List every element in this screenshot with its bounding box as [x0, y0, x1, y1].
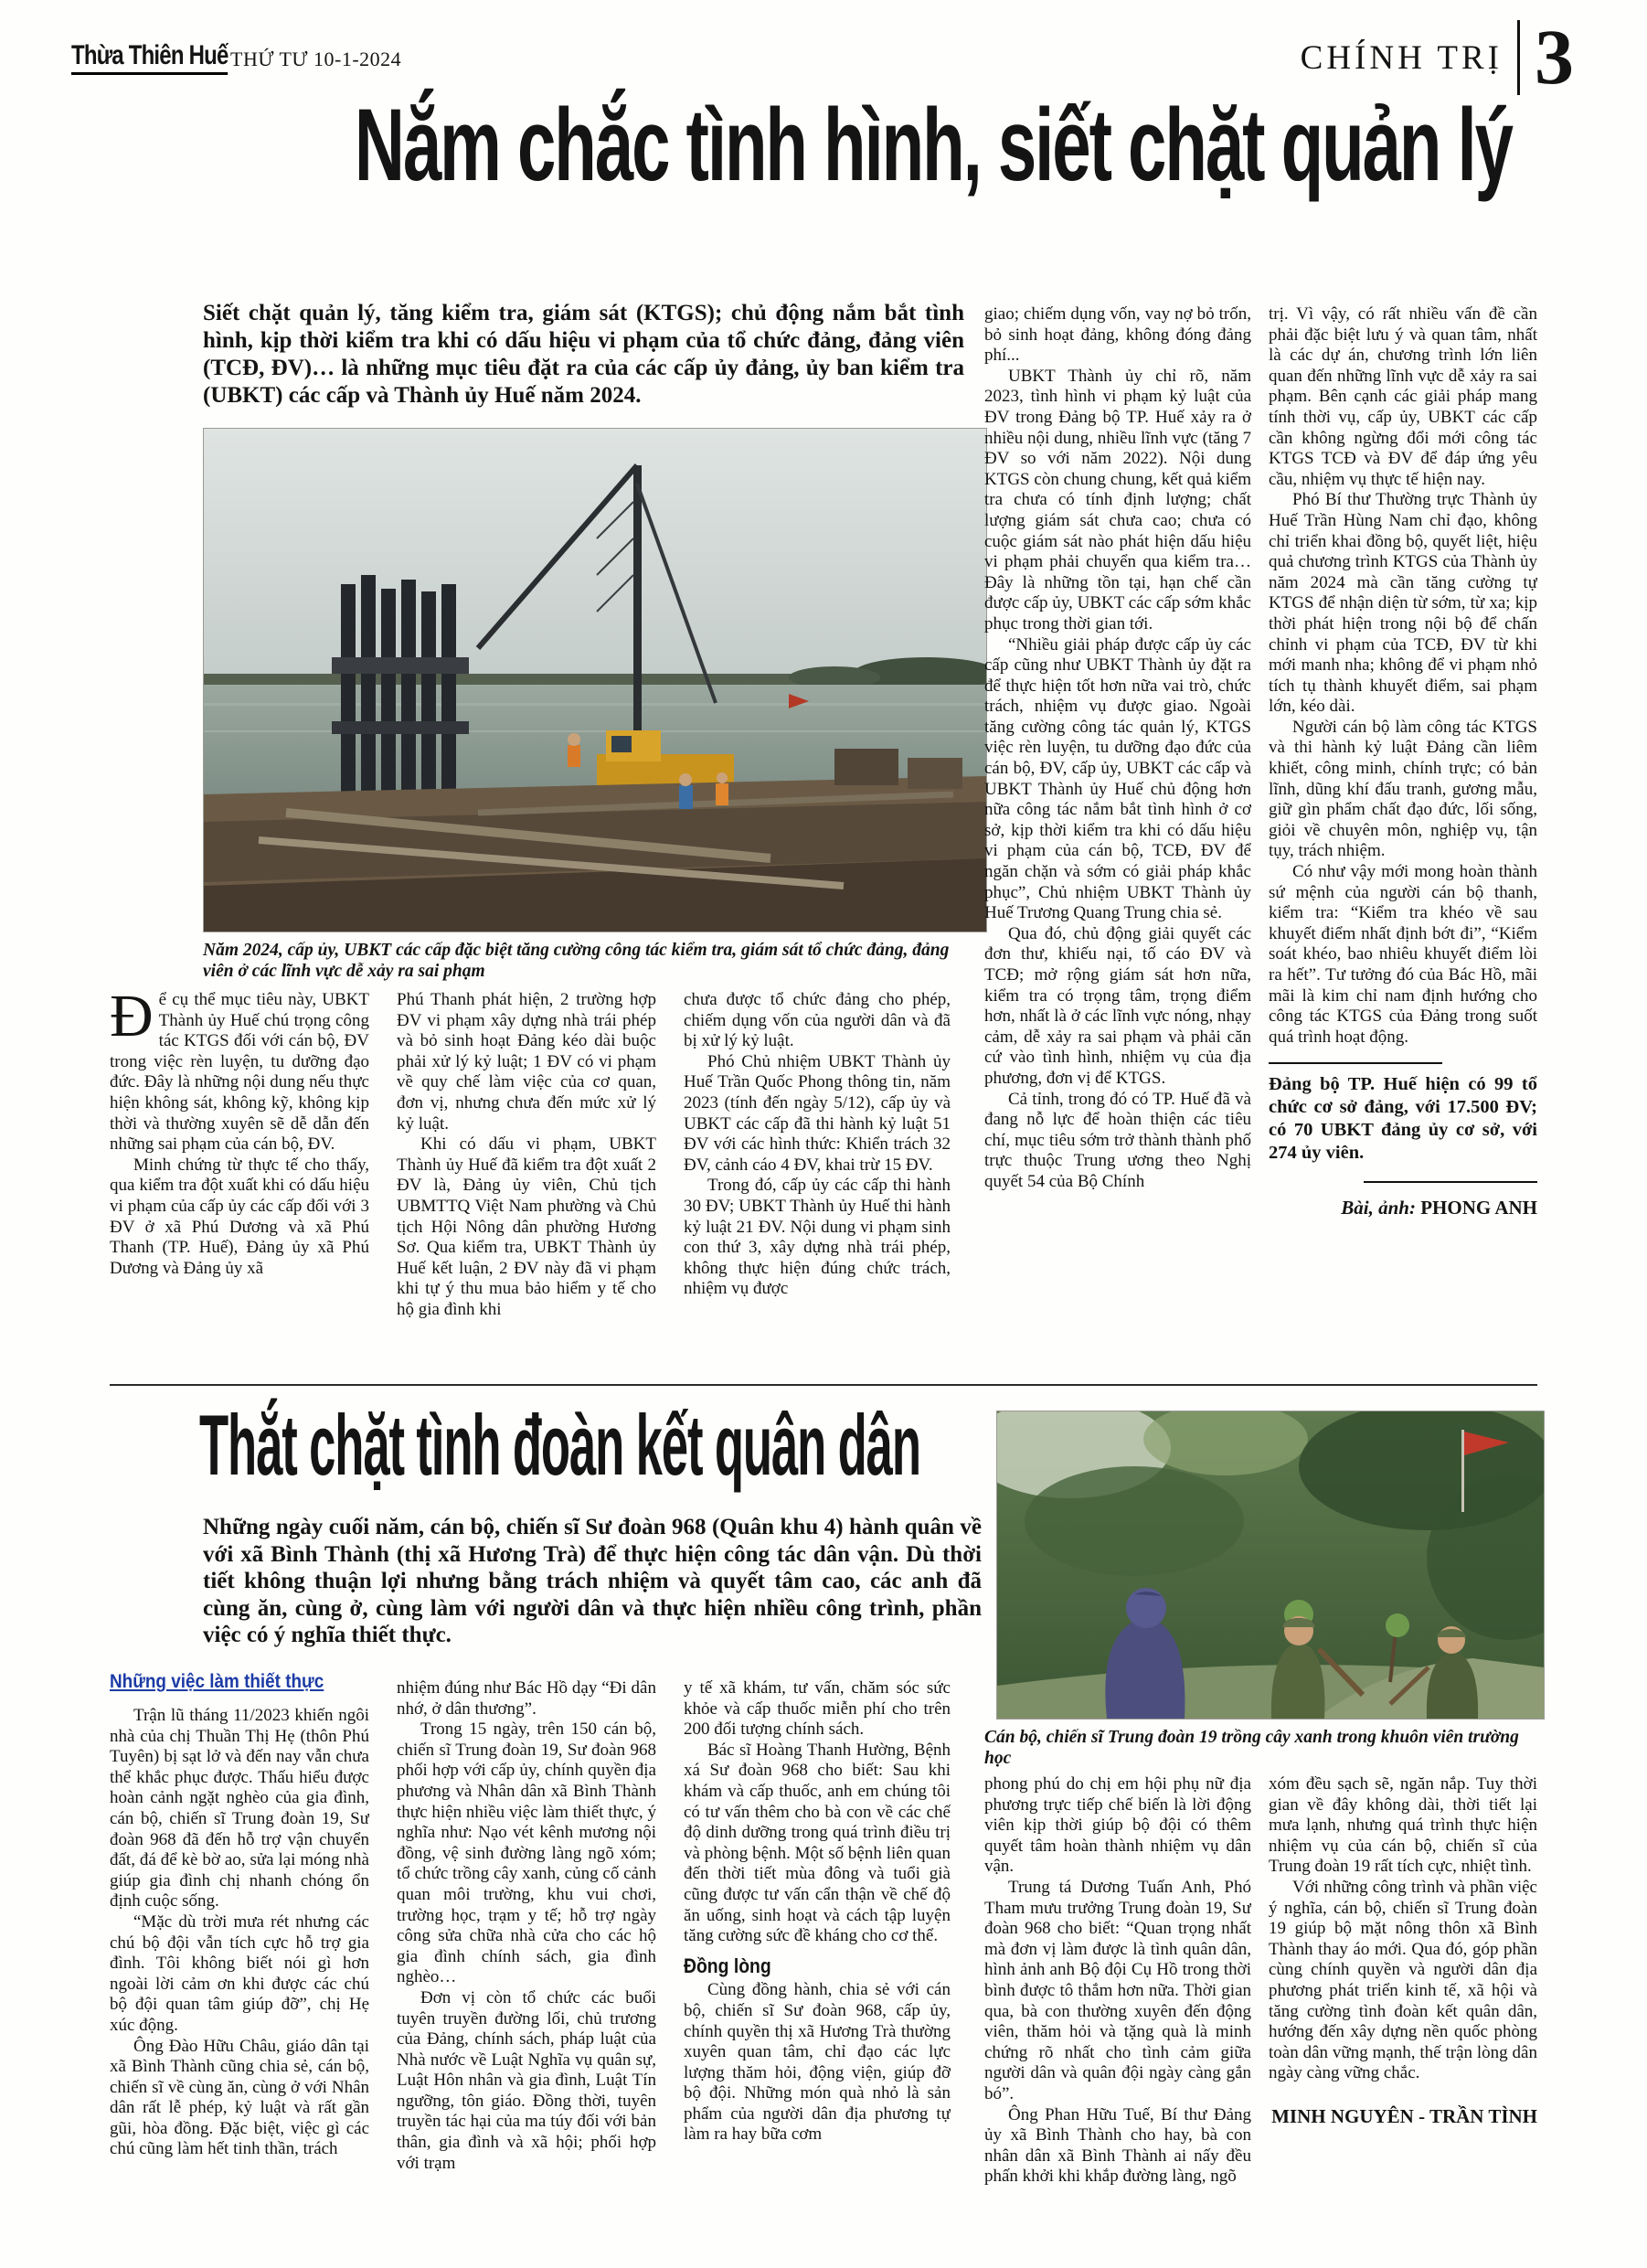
- paragraph: Người cán bộ làm công tác KTGS và thi hành kỷ luật Đảng cần liêm khiết, công minh, chính trực; có bản lĩnh, dũng khí đấu tranh, gương mẫu, giữ gìn phẩm chất đạo đức, lối sống, giỏi về chuyên môn, nghiệp vụ, tận tụy, trách nhiệm.: [1269, 717, 1537, 861]
- article2-column-5: [1269, 1774, 1537, 2268]
- paragraph: Để cụ thể mục tiêu này, UBKT Thành ủy Huế chú trọng công tác KTGS đối với cán bộ, ĐV trong việc rèn luyện, tu dưỡng đạo đức. Đây là những nội dung nếu thực hiện không sát, không kỹ, không kịp thời và thường xuyên sẽ dễ dẫn đến những sai phạm của cán bộ, ĐV.: [110, 990, 369, 1155]
- article2-column-2: [397, 1678, 656, 2256]
- article2-byline: MINH NGUYÊN - TRẦN TÌNH: [1271, 2104, 1537, 2127]
- article1-column-4: [984, 304, 1251, 1372]
- article2-subhead-1: Những việc làm thiết thực: [110, 1671, 324, 1692]
- article1-headline: [82, 88, 1563, 202]
- article1-photo: [203, 428, 987, 932]
- drop-cap: Đ: [110, 990, 154, 1049]
- column-subhead: Đồng lòng: [684, 1954, 771, 1977]
- byline-author: PHONG ANH: [1420, 1197, 1537, 1219]
- paragraph: Phó Bí thư Thường trực Thành ủy Huế Trần Hùng Nam chỉ đạo, không chỉ triển khai đồng bộ, quyết liệt, hiệu quả chương trình KTGS của Thành ủy năm 2024 mà cần tăng cường tự KTGS để nhận diện từ sớm, từ xa; kịp thời phát hiện trong nội bộ để chấn chỉnh vi phạm của TCĐ, ĐV từ khi mới manh nha; không để vi phạm nhỏ tích tụ thành khuyết điểm, sai phạm lớn, kéo dài.: [1269, 490, 1537, 717]
- paragraph: xóm đều sạch sẽ, ngăn nắp. Tuy thời gian về đây không dài, thời tiết lại mưa lạnh, nhưng quá trình thực hiện nhiệm vụ của cán bộ, chiến sĩ của Trung đoàn 19 rất tích cực, nhiệt tình.: [1269, 1774, 1537, 1877]
- tree-planting-illustration: [997, 1411, 1544, 1719]
- paragraph: Cùng đồng hành, chia sẻ với cán bộ, chiến sĩ Sư đoàn 968, cấp ủy, chính quyền thị xã Hương Trà thường xuyên quan tâm, chỉ đạo các lực lượng thăm hỏi, động viện, giúp đỡ bộ đội. Những món quà nhỏ là sản phẩm của người dân địa phương tự làm ra hay bữa cơm: [684, 1980, 951, 2145]
- section-title: CHÍNH TRỊ: [1300, 38, 1503, 77]
- paragraph: Khi có dấu vi phạm, UBKT Thành ủy Huế đã kiểm tra đột xuất 2 ĐV là, Đảng ủy viên, Chủ tịch UBMTTQ Việt Nam phường và Chủ tịch Hội Nông dân phường Hương Sơ. Qua kiểm tra, UBKT Thành ủy Huế kết luận, 2 ĐV này đã vi phạm khi tự ý thu mua bảo hiểm y tế cho hộ gia đình khi: [397, 1134, 656, 1319]
- paragraph: Ông Phan Hữu Tuế, Bí thư Đảng ủy xã Bình Thành cho hay, bà con nhân dân xã Bình Thành ai nấy đều phấn khởi khi khắp đường làng, ngõ: [984, 2104, 1251, 2187]
- article-divider-rule: [110, 1384, 1537, 1386]
- article2-photo-caption: Cán bộ, chiến sĩ Trung đoàn 19 trồng cây xanh trong khuôn viên trường học: [984, 1728, 1519, 1768]
- paragraph: chưa được tổ chức đảng cho phép, chiếm dụng vốn của người dân và đã bị xử lý kỷ luật.: [684, 990, 951, 1051]
- article1-column-5-text: [1269, 304, 1537, 1048]
- article2-headline: [199, 1397, 1022, 1493]
- article2-photo: [996, 1411, 1545, 1720]
- paragraph: phong phú do chị em hội phụ nữ địa phương trực tiếp chế biến là lời động viên kịp thời giúp bộ đội có thêm quyết tâm hoàn thành nhiệm vụ dân vận.: [984, 1774, 1251, 1877]
- paragraph: Bác sĩ Hoàng Thanh Hường, Bệnh xá Sư đoàn 968 cho biết: Sau khi khám và cấp thuốc, anh em chúng tôi có tư vấn thêm cho bà con về các chế độ dinh dưỡng trong quá trình điều trị và phòng bệnh. Một số bệnh liên quan đến thời tiết mùa đông và tuổi già cũng được tư vấn cẩn thận về chế độ ăn uống, sinh hoạt và cách tập luyện tăng cường sức đề kháng cho cơ thể.: [684, 1740, 951, 1946]
- article2-lede: Những ngày cuối năm, cán bộ, chiến sĩ Sư đoàn 968 (Quân khu 4) hành quân về với xã Bình Thành (thị xã Hương Trà) để thực hiện công tác dân vận. Dù thời tiết không thuận lợi nhưng bằng trách nhiệm và quyết tâm cao, các anh đã cùng ăn, cùng ở, cùng làm với người dân và thực hiện nhiều công trình, phần việc có ý nghĩa thiết thực.: [203, 1515, 982, 1647]
- paragraph: UBKT Thành ủy chỉ rõ, năm 2023, tình hình vi phạm kỷ luật của ĐV trong Đảng bộ TP. Huế xảy ra ở nhiều nội dung, nhiều lĩnh vực (tăng 7 ĐV so với năm 2022). Nội dung KTGS còn chung chung, kết quả kiểm tra chưa có tính định lượng; chất lượng giám sát chưa cao; chưa có cuộc giám sát nào phát hiện dấu hiệu vi phạm phải chuyển qua kiểm tra… Đây là những tồn tại, hạn chế cần được cấp ủy, UBKT các cấp sớm khắc phục trong thời gian tới.: [984, 366, 1251, 634]
- article2-column-5-text: [1269, 1774, 1537, 2084]
- paragraph: Đơn vị còn tổ chức các buổi tuyên truyền đường lối, chủ trương của Đảng, chính sách, pháp luật của Nhà nước về Luật Nghĩa vụ quân sự, Luật Hôn nhân và gia đình, Luật Tín ngưỡng, tôn giáo. Đồng thời, tuyên truyền tác hại của ma túy đối với bản thân, gia đình và xã hội; phối hợp với trạm: [397, 1987, 656, 2173]
- paragraph: Phú Thanh phát hiện, 2 trường hợp ĐV vi phạm xây dựng nhà trái phép và bỏ sinh hoạt Đảng kéo dài buộc phải xử lý kỷ luật; 1 ĐV có vi phạm về quy chế làm việc của cơ quan, đơn vị, nhưng chưa đến mức xử lý kỷ luật.: [397, 990, 656, 1134]
- paragraph: Ông Đào Hữu Châu, giáo dân tại xã Bình Thành cũng chia sẻ, cán bộ, chiến sĩ về cùng ăn, cùng ở với Nhân dân rất lễ phép, kỷ luật và rất gần gũi, hòa đồng. Đặc biệt, việc gì các chú cũng làm hết tinh thần, trách: [110, 2036, 369, 2159]
- paragraph: Qua đó, chủ động giải quyết các đơn thư, khiếu nại, tố cáo ĐV và TCĐ; mở rộng giám sát hơn nữa, kiểm tra có trọng tâm, trọng điểm hơn, nhất là ở các lĩnh vực nóng, nhạy cảm, dễ xảy ra sai phạm và phải căn cứ vào tình hình, nhiệm vụ của địa phương, đơn vị để KTGS.: [984, 923, 1251, 1088]
- paragraph: Với những công trình và phần việc ý nghĩa, cán bộ, chiến sĩ Trung đoàn 19 giúp bộ mặt nông thôn xã Bình Thành thay áo mới. Qua đó, góp phần cùng chính quyền và người dân địa phương phát triển kinh tế, xã hội và tăng cường tình đoàn kết quân dân, hướng đến xây dựng nền quốc phòng toàn dân vững mạnh, thế trận lòng dân ngày càng vững chắc.: [1269, 1877, 1537, 2083]
- paragraph: Phó Chủ nhiệm UBKT Thành ủy Huế Trần Quốc Phong thông tin, năm 2023 (tính đến ngày 5/12), cấp ủy và UBKT các cấp đã thi hành kỷ luật 51 ĐV với các hình thức: Khiển trách 32 ĐV, cảnh cáo 4 ĐV, khai trừ 15 ĐV.: [684, 1051, 951, 1175]
- paragraph: giao; chiếm dụng vốn, vay nợ bỏ trốn, bỏ sinh hoạt đảng, không đóng đảng phí...: [984, 304, 1251, 366]
- construction-site-illustration: [204, 429, 986, 932]
- paragraph: Có như vậy mới mong hoàn thành sứ mệnh của người cán bộ thanh, kiểm tra: “Kiểm tra khéo về sau khuyết điểm nhất định bớt đi”, “Kiểm soát khéo, bao nhiêu khuyết điểm lòi ra hết”. Tư tưởng đó của Bác Hồ, mãi mãi là kim chỉ nam định hướng cho công tác KTGS của Đảng trong suốt quá trình hoạt động.: [1269, 862, 1537, 1047]
- article1-byline: [1269, 1198, 1537, 1219]
- issue-date: THỨ TƯ 10-1-2024: [230, 48, 402, 70]
- article2-column-3: [684, 1678, 951, 2256]
- newspaper-brand: Thừa Thiên Huế: [71, 40, 228, 75]
- article1-photo-caption: Năm 2024, cấp ủy, UBKT các cấp đặc biệt tăng cường công tác kiểm tra, giám sát tổ chức đảng, đảng viên ở các lĩnh vực dễ xảy ra sai phạm: [203, 941, 950, 981]
- paragraph: Cả tỉnh, trong đó có TP. Huế đã và đang nỗ lực để hoàn thiện các tiêu chí, mục tiêu sớm trở thành thành phố trực thuộc Trung ương theo Nghị quyết 54 của Bộ Chính: [984, 1089, 1251, 1191]
- paragraph: “Mặc dù trời mưa rét nhưng các chú bộ đội vẫn tích cực hỗ trợ gia đình. Tôi không biết nói gì hơn ngoài lời cảm ơn khi được các chú bộ đội quan tâm giúp đỡ”, chị Hẹ xúc động.: [110, 1911, 369, 2035]
- note-rule-top: [1269, 1062, 1442, 1064]
- article1-column-3: [684, 990, 951, 1368]
- paragraph: Trung tá Dương Tuấn Anh, Phó Tham mưu trưởng Trung đoàn 19, Sư đoàn 968 cho biết: “Quan trọng nhất mà đơn vị làm được là tình quân dân, hình ảnh anh Bộ đội Cụ Hồ trong thời bình được tô thắm hơn nữa. Thời gian qua, bà con thường xuyên đến động viên, thăm hỏi và tặng quà là minh chứng rõ nhất cho tình cảm giữa người dân và quân đội ngày càng gắn bó”.: [984, 1877, 1251, 2103]
- paragraph: Trong đó, cấp ủy các cấp thi hành 30 ĐV; UBKT Thành ủy Huế thi hành kỷ luật 21 ĐV. Nội dung vi phạm sinh con thứ 3, xây dựng nhà trái phép, không thực hiện đúng chức trách, nhiệm vụ được: [684, 1176, 951, 1299]
- page-number: 3: [1535, 13, 1574, 101]
- article2-column-4: [984, 1774, 1251, 2268]
- article1-lede: Siết chặt quản lý, tăng kiểm tra, giám sát (KTGS); chủ động nắm bắt tình hình, kịp thời kiểm tra khi có dấu hiệu vi phạm của tổ chức đảng, đảng viên (TCĐ, ĐV)… là những mục tiêu đặt ra của các cấp ủy đảng, ủy ban kiểm tra (UBKT) các cấp và Thành ủy Huế năm 2024.: [203, 301, 964, 408]
- article2-headline-text: Thắt chặt tình đoàn kết quân dân: [199, 1397, 920, 1493]
- paragraph: Trong 15 ngày, trên 150 cán bộ, chiến sĩ Trung đoàn 19, Sư đoàn 968 phối hợp với cấp ủy, chính quyền địa phương và Nhân dân xã Bình Thành thực hiện nhiều việc làm thiết thực, ý nghĩa như: Nạo vét kênh mương nội đồng, vệ sinh đường làng ngõ xóm; tổ chức trồng cây xanh, củng cố cảnh quan môi trường, khu vui chơi, trường học, trạm y tế; hỗ trợ ngày công sửa chữa nhà cửa cho các hộ gia đình chính sách, gia đình nghèo…: [397, 1720, 656, 1987]
- paragraph: “Nhiều giải pháp được cấp ủy các cấp cũng như UBKT Thành ủy đặt ra để thực hiện tốt hơn nữa vai trò, chức trách, nhiệm vụ được giao. Ngoài tăng cường công tác quản lý, KTGS việc rèn luyện, tu dưỡng đạo đức của cán bộ, ĐV, cấp ủy, UBKT các cấp và UBKT Thành ủy Huế chủ động hơn nữa công tác nắm bắt tình hình ở cơ sở, kịp thời kiểm tra khi có dấu hiệu vi phạm của cán bộ, TCĐ, ĐV để ngăn chặn và sớm có giải pháp khắc phục”, Chủ nhiệm UBKT Thành ủy Huế Trương Quang Trung chia sẻ.: [984, 634, 1251, 923]
- masthead-divider: [1517, 20, 1520, 95]
- note-rule-bottom: [1364, 1181, 1537, 1183]
- byline-label: Bài, ảnh:: [1341, 1197, 1416, 1219]
- article1-column-2: [397, 990, 656, 1368]
- article1-headline-text: Nắm chắc tình hình, siết chặt quản lý: [354, 88, 1512, 202]
- paragraph: Trận lũ tháng 11/2023 khiến ngôi nhà của chị Thuần Thị Hẹ (thôn Phú Tuyên) bị sạt lở và đến nay vẫn chưa thể khắc phục được. Thấu hiểu được hoàn cảnh ngặt nghèo của gia đình, cán bộ, chiến sĩ Trung đoàn 19, Sư đoàn 968 đã đến hỗ trợ vận chuyển đất, đá để kè bờ ao, sửa lại móng nhà giúp gia đình chị nhanh chóng ổn định cuộc sống.: [110, 1706, 369, 1911]
- paragraph: Minh chứng từ thực tế cho thấy, qua kiểm tra đột xuất khi có dấu hiệu vi phạm của cấp ủy các cấp đối với 3 ĐV ở xã Phú Dương và xã Phú Thanh (TP. Huế), Đảng ủy xã Phú Dương và Đảng ủy xã: [110, 1155, 369, 1278]
- section-header: [1300, 13, 1574, 101]
- paragraph: nhiệm đúng như Bác Hồ dạy “Đi dân nhớ, ở dân thương”.: [397, 1678, 656, 1719]
- article1-column-5: [1269, 304, 1537, 1372]
- paragraph: trị. Vì vậy, có rất nhiều vấn đề cần phải đặc biệt lưu ý và quan tâm, nhất là các dự án, chương trình lớn liên quan đến những lĩnh vực dễ xảy ra sai phạm. Bên cạnh các giải pháp mang tính thời vụ, cấp ủy, UBKT các cấp cần không ngừng đổi mới công tác KTGS TCĐ và ĐV để đáp ứng yêu cầu, nhiệm vụ thực tế hiện nay.: [1269, 304, 1537, 489]
- article2-column-1: [110, 1706, 369, 2254]
- paragraph: y tế xã khám, tư vấn, chăm sóc sức khỏe và cấp thuốc miễn phí cho trên 200 đối tượng chính sách.: [684, 1678, 951, 1740]
- article1-column-1: [110, 990, 369, 1368]
- article1-fact-box: Đảng bộ TP. Huế hiện có 99 tổ chức cơ sở đảng, với 17.500 ĐV; có 70 UBKT đảng ủy cơ sở, với 274 ủy viên.: [1269, 1074, 1537, 1164]
